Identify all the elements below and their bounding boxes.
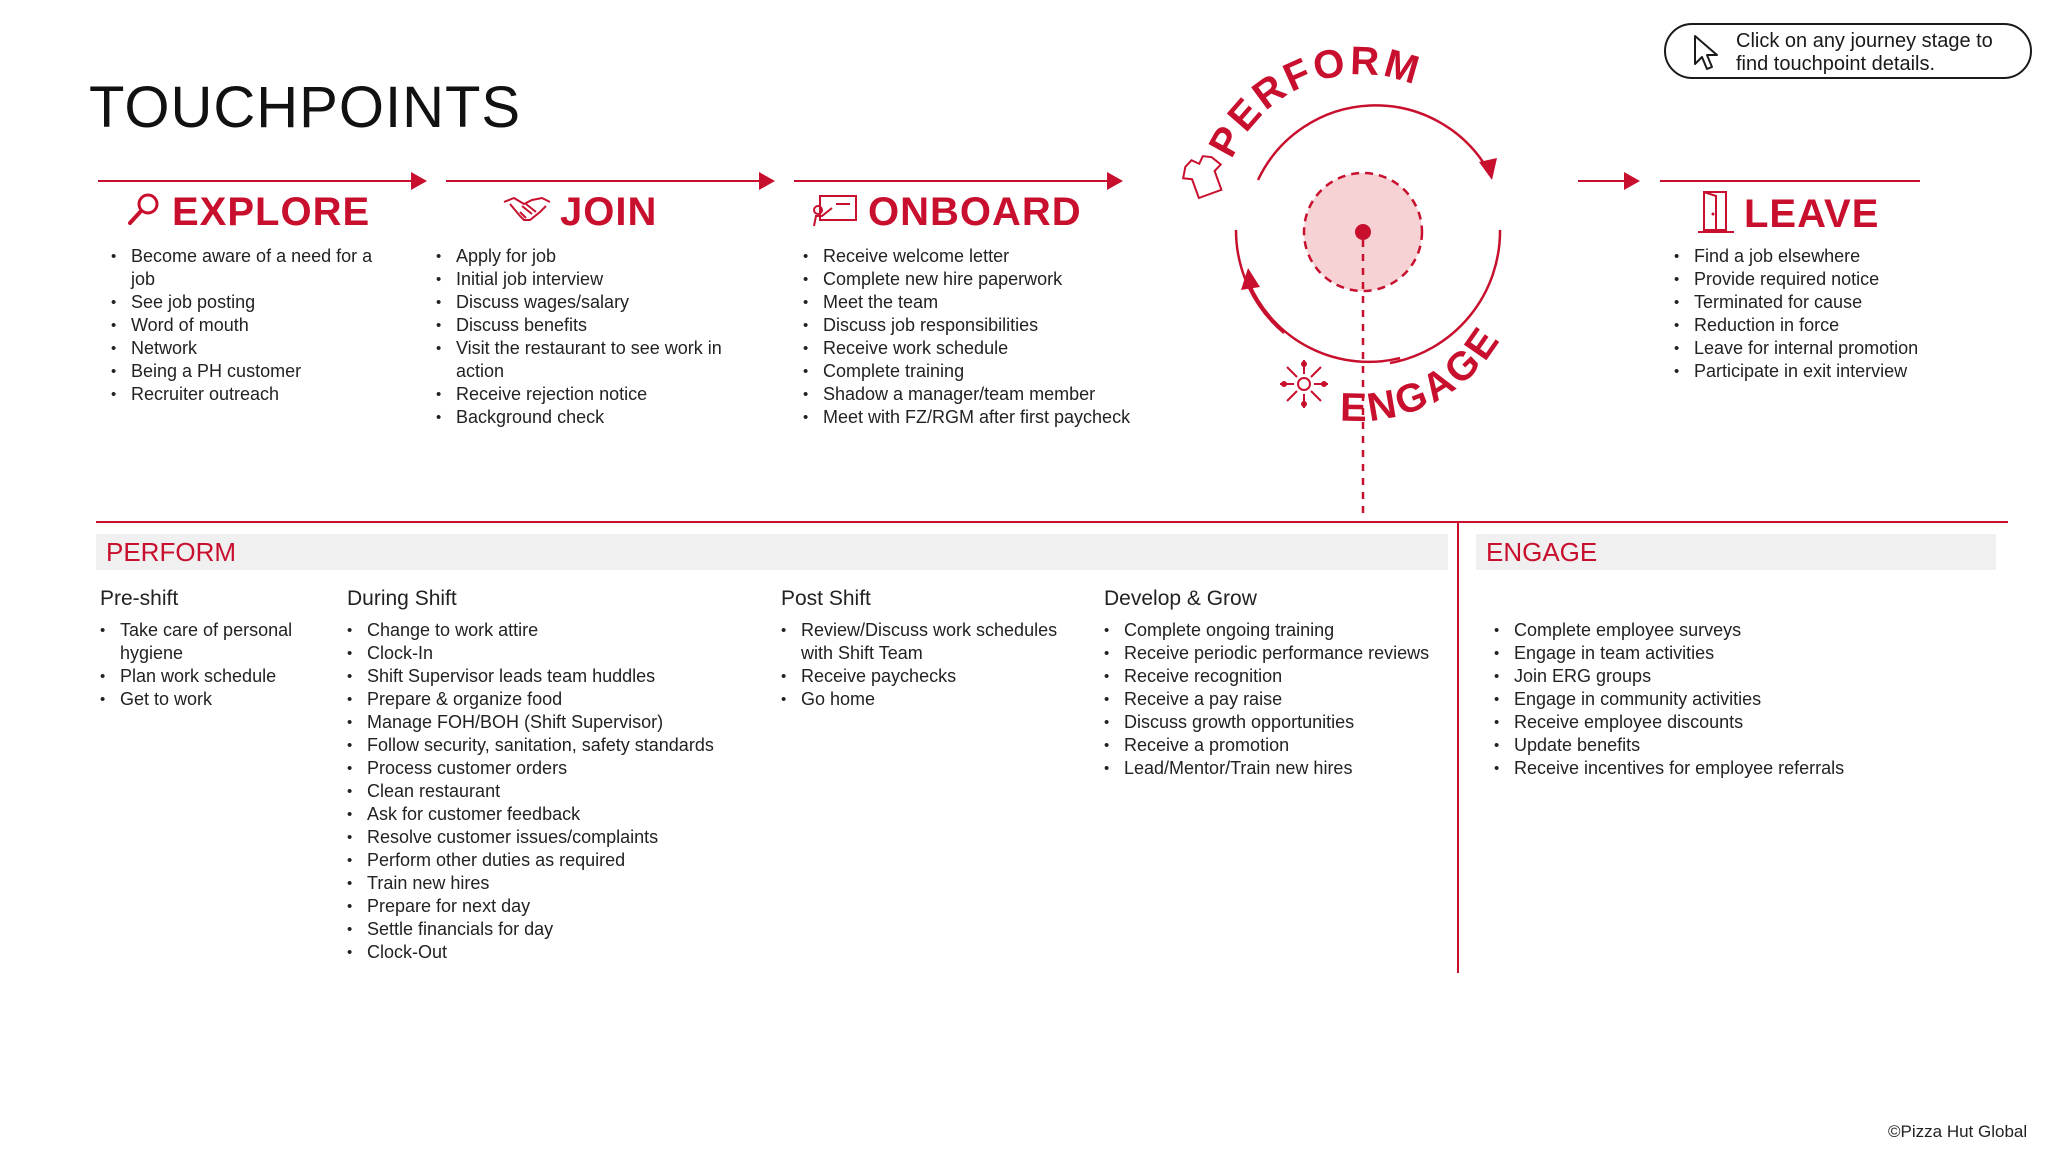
list-item: • Ask for customer feedback bbox=[347, 803, 747, 826]
stage-onboard[interactable] bbox=[812, 190, 1082, 235]
shirt-icon bbox=[1178, 151, 1229, 200]
page-title: TOUCHPOINTS bbox=[89, 75, 522, 140]
list-item: • Manage FOH/BOH (Shift Supervisor) bbox=[347, 711, 747, 734]
list-item: • Word of mouth bbox=[111, 314, 381, 337]
list-item: • Participate in exit interview bbox=[1674, 360, 1994, 383]
join-arrow bbox=[446, 180, 773, 182]
join-list bbox=[436, 245, 756, 429]
list-item: • Receive work schedule bbox=[803, 337, 1163, 360]
list-item: • Update benefits bbox=[1494, 734, 1974, 757]
during-shift-list bbox=[347, 619, 747, 964]
list-item: • Clock-In bbox=[347, 642, 747, 665]
list-item: • Discuss benefits bbox=[436, 314, 756, 337]
list-item: • Review/Discuss work schedules with Shift Team bbox=[781, 619, 1081, 665]
list-item: • Train new hires bbox=[347, 872, 747, 895]
list-item: • Clean restaurant bbox=[347, 780, 747, 803]
list-item: • Background check bbox=[436, 406, 756, 429]
list-item: • Plan work schedule bbox=[100, 665, 330, 688]
stage-leave-label: LEAVE bbox=[1744, 192, 1880, 236]
list-item: • Lead/Mentor/Train new hires bbox=[1104, 757, 1434, 780]
list-item: • Receive recognition bbox=[1104, 665, 1434, 688]
presentation-icon bbox=[812, 190, 860, 235]
handshake-icon bbox=[502, 190, 552, 235]
list-item: • Receive employee discounts bbox=[1494, 711, 1974, 734]
list-item: • Clock-Out bbox=[347, 941, 747, 964]
list-item: • Recruiter outreach bbox=[111, 383, 381, 406]
search-icon bbox=[124, 190, 164, 235]
list-item: • Engage in community activities bbox=[1494, 688, 1974, 711]
column-title: Develop & Grow bbox=[1104, 587, 1257, 610]
list-item: • Become aware of a need for a job bbox=[111, 245, 381, 291]
list-item: • Discuss growth opportunities bbox=[1104, 711, 1434, 734]
hint-callout bbox=[1664, 23, 2032, 79]
list-item: • Shift Supervisor leads team huddles bbox=[347, 665, 747, 688]
list-item: • Receive welcome letter bbox=[803, 245, 1163, 268]
onboard-arrow bbox=[794, 180, 1121, 182]
column-divider bbox=[1457, 523, 1459, 973]
list-item: • Initial job interview bbox=[436, 268, 756, 291]
perform-col-post-shift bbox=[781, 587, 1081, 711]
list-item: • Prepare for next day bbox=[347, 895, 747, 918]
stage-explore[interactable] bbox=[124, 190, 370, 235]
list-item: • Receive periodic performance reviews bbox=[1104, 642, 1434, 665]
list-item: • Change to work attire bbox=[347, 619, 747, 642]
list-item: • Join ERG groups bbox=[1494, 665, 1974, 688]
list-item: • Receive rejection notice bbox=[436, 383, 756, 406]
perform-engage-cycle[interactable] bbox=[1170, 40, 1550, 530]
list-item: • Shadow a manager/team member bbox=[803, 383, 1163, 406]
stage-join[interactable] bbox=[502, 190, 657, 235]
list-item: • Being a PH customer bbox=[111, 360, 381, 383]
leave-list bbox=[1674, 245, 1994, 383]
perform-header-band bbox=[96, 534, 1448, 570]
list-item: • Complete employee surveys bbox=[1494, 619, 1974, 642]
list-item: • Terminated for cause bbox=[1674, 291, 1994, 314]
to-leave-arrow bbox=[1578, 180, 1638, 182]
engage-header: ENGAGE bbox=[1486, 537, 1598, 567]
list-item: • Meet the team bbox=[803, 291, 1163, 314]
leave-line bbox=[1660, 180, 1920, 182]
stage-explore-label: EXPLORE bbox=[172, 190, 371, 234]
engage-cycle-label: ENGAGE bbox=[1339, 318, 1510, 431]
exit-door-icon bbox=[1696, 190, 1736, 239]
develop-grow-list bbox=[1104, 619, 1434, 780]
column-title: Post Shift bbox=[781, 587, 871, 610]
list-item: • Complete ongoing training bbox=[1104, 619, 1434, 642]
perform-col-develop-grow bbox=[1104, 587, 1434, 780]
list-item: • Discuss wages/salary bbox=[436, 291, 756, 314]
stage-onboard-label: ONBOARD bbox=[868, 190, 1082, 234]
team-huddle-icon bbox=[1280, 360, 1328, 408]
engage-header-band bbox=[1476, 534, 1996, 570]
list-item: • Complete new hire paperwork bbox=[803, 268, 1163, 291]
list-item: • Meet with FZ/RGM after first paycheck bbox=[803, 406, 1163, 429]
list-item: • Engage in team activities bbox=[1494, 642, 1974, 665]
list-item: • Perform other duties as required bbox=[347, 849, 747, 872]
cursor-icon bbox=[1692, 34, 1720, 77]
perform-col-during-shift bbox=[347, 587, 747, 964]
list-item: • Take care of personal hygiene bbox=[100, 619, 330, 665]
list-item: • Get to work bbox=[100, 688, 330, 711]
preshift-list bbox=[100, 619, 330, 711]
list-item: • Apply for job bbox=[436, 245, 756, 268]
list-item: • Receive a promotion bbox=[1104, 734, 1434, 757]
list-item: • Follow security, sanitation, safety standards bbox=[347, 734, 747, 757]
perform-header: PERFORM bbox=[106, 537, 236, 567]
section-divider bbox=[96, 521, 2008, 523]
list-item: • Settle financials for day bbox=[347, 918, 747, 941]
hint-text: Click on any journey stage to find touchpoint details. bbox=[1736, 30, 1993, 75]
explore-arrow bbox=[98, 180, 425, 182]
post-shift-list bbox=[781, 619, 1081, 711]
list-item: • Find a job elsewhere bbox=[1674, 245, 1994, 268]
engage-list bbox=[1494, 619, 1974, 780]
list-item: • Reduction in force bbox=[1674, 314, 1994, 337]
list-item: • Receive incentives for employee referrals bbox=[1494, 757, 1974, 780]
list-item: • Provide required notice bbox=[1674, 268, 1994, 291]
list-item: • Visit the restaurant to see work in action bbox=[436, 337, 756, 383]
list-item: • Discuss job responsibilities bbox=[803, 314, 1163, 337]
stage-join-label: JOIN bbox=[560, 190, 658, 234]
list-item: • Go home bbox=[781, 688, 1081, 711]
list-item: • Resolve customer issues/complaints bbox=[347, 826, 747, 849]
column-title: During Shift bbox=[347, 587, 457, 610]
list-item: • See job posting bbox=[111, 291, 381, 314]
copyright-text: ©Pizza Hut Global bbox=[1888, 1122, 2028, 1141]
list-item: • Receive a pay raise bbox=[1104, 688, 1434, 711]
list-item: • Complete training bbox=[803, 360, 1163, 383]
column-title: Pre-shift bbox=[100, 587, 179, 610]
stage-leave[interactable] bbox=[1696, 190, 1879, 239]
list-item: • Receive paychecks bbox=[781, 665, 1081, 688]
onboard-list bbox=[803, 245, 1163, 429]
perform-cycle-label: PERFORM bbox=[1200, 40, 1427, 165]
explore-list bbox=[111, 245, 381, 406]
list-item: • Leave for internal promotion bbox=[1674, 337, 1994, 360]
list-item: • Process customer orders bbox=[347, 757, 747, 780]
perform-col-preshift bbox=[100, 587, 330, 711]
list-item: • Prepare & organize food bbox=[347, 688, 747, 711]
list-item: • Network bbox=[111, 337, 381, 360]
